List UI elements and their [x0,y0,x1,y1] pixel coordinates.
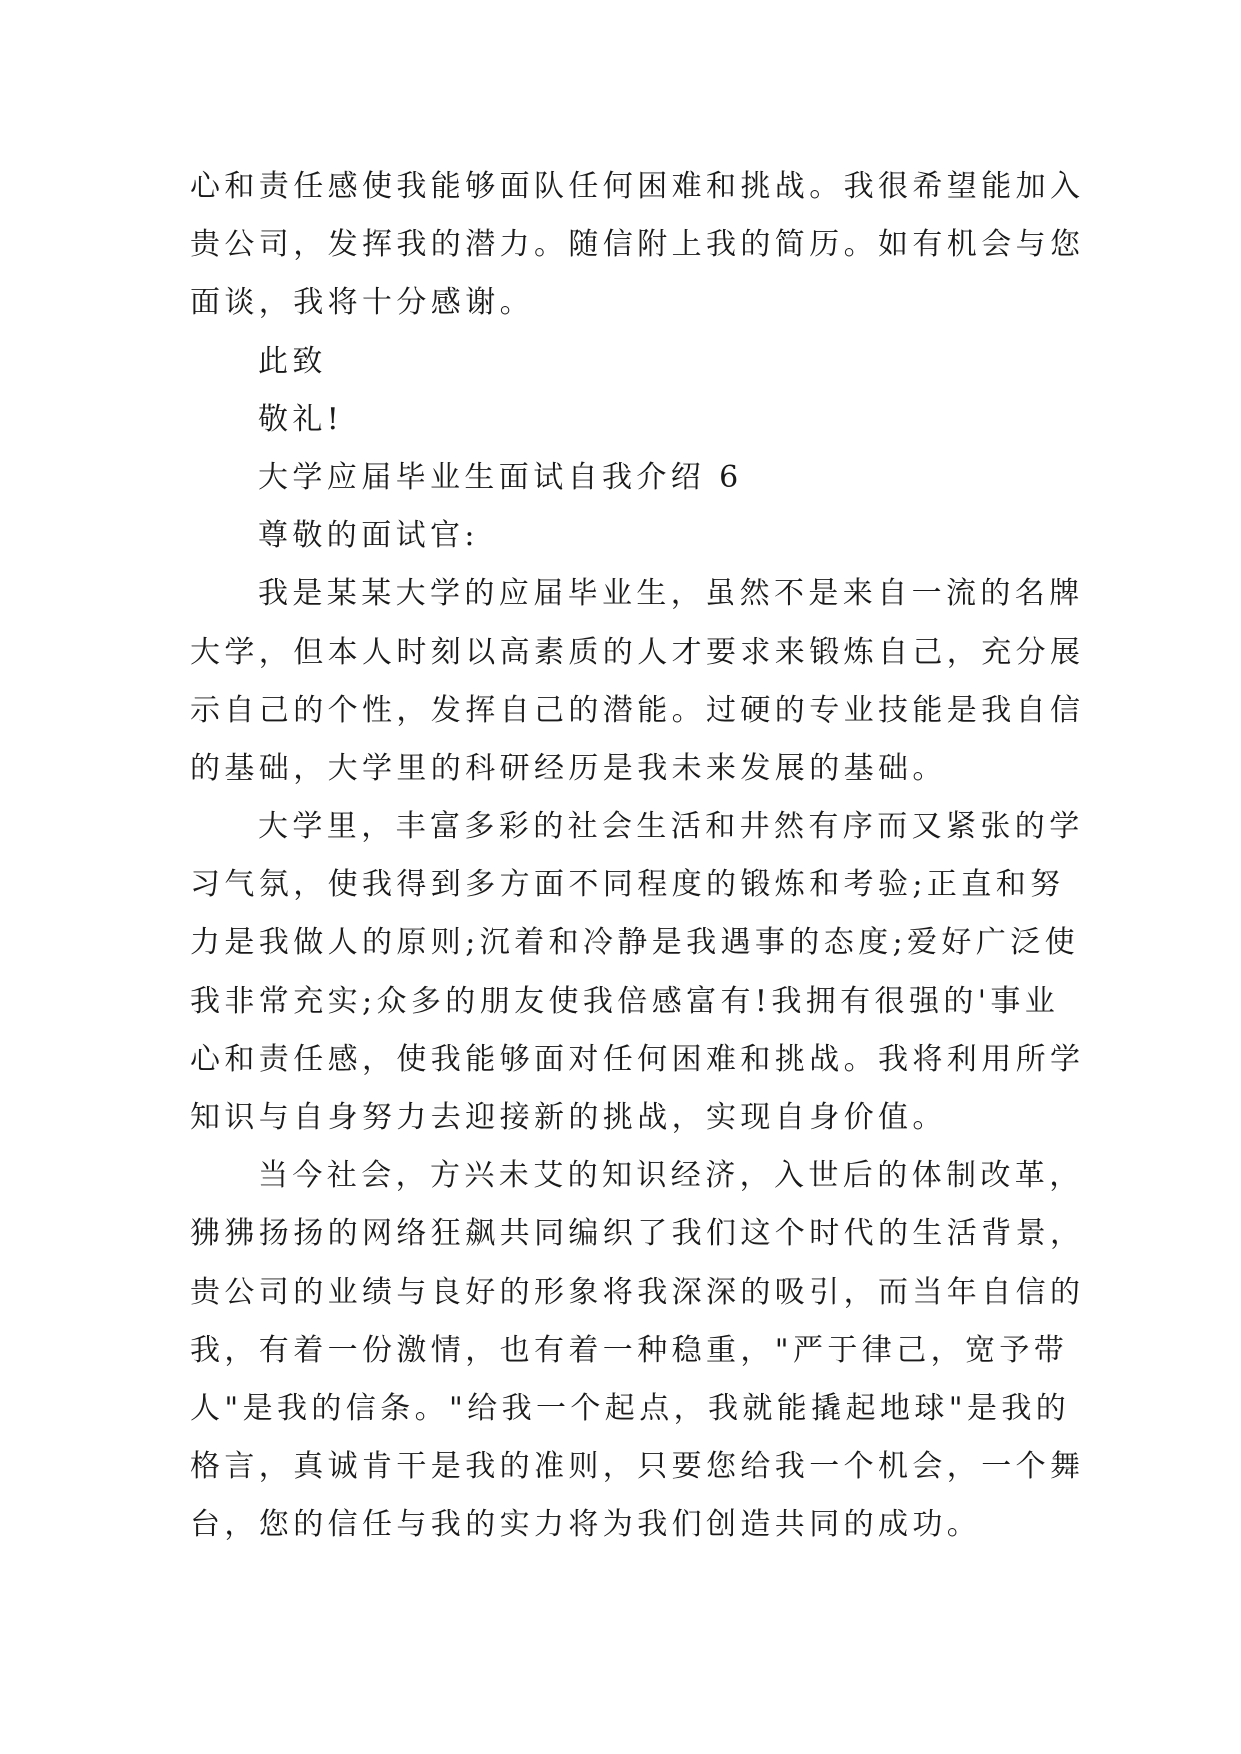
paragraph-line: 狒狒扬扬的网络狂飙共同编织了我们这个时代的生活背景， [190,1216,1085,1252]
salutation: 尊敬的面试官: [258,518,479,554]
paragraph-line: 大学里，丰富多彩的社会生活和井然有序而又紧张的学 [258,809,1084,845]
paragraph-line: 知识与自身努力去迎接新的挑战，实现自身价值。 [190,1100,947,1135]
paragraph-line: 我是某某大学的应届毕业生，虽然不是来自一流的名牌 [258,576,1084,612]
paragraph-line: 的基础，大学里的科研经历是我未来发展的基础。 [190,750,947,786]
paragraph-line: 台，您的信任与我的实力将为我们创造共同的成功。 [190,1507,982,1543]
paragraph-line: 贵公司的业绩与良好的形象将我深深的吸引，而当年自信的 [190,1274,1085,1310]
paragraph-line: 格言，真诚肯干是我的准则，只要您给我一个机会，一个舞 [190,1449,1085,1485]
paragraph-line: 我非常充实;众多的朋友使我倍感富有!我拥有很强的'事业 [190,983,1060,1019]
paragraph-line: 当今社会，方兴未艾的知识经济，入世后的体制改革， [258,1158,1084,1194]
paragraph-line: 力是我做人的原则;沉着和冷静是我遇事的态度;爱好广泛使 [190,925,1080,961]
intro-line: 心和责任感使我能够面队任何困难和挑战。我很希望能加入 [190,169,1085,204]
closing-line: 此致 [258,343,327,379]
paragraph-line: 习气氛，使我得到多方面不同程度的锻炼和考验;正直和努 [190,867,1065,903]
intro-line: 面谈，我将十分感谢。 [190,285,534,321]
closing-line: 敬礼! [258,401,344,437]
paragraph-line: 我，有着一份激情，也有着一种稳重，"严于律己，宽予带 [190,1332,1069,1368]
paragraph-line: 心和责任感，使我能够面对任何困难和挑战。我将利用所学 [190,1041,1085,1077]
section-title: 大学应届毕业生面试自我介绍 6 [258,459,743,495]
document-body [190,158,1085,1555]
paragraph-line: 示自己的个性，发挥自己的潜能。过硬的专业技能是我自信 [190,692,1085,728]
paragraph-line: 大学，但本人时刻以高素质的人才要求来锻炼自己，充分展 [190,634,1085,670]
intro-line: 贵公司，发挥我的潜力。随信附上我的简历。如有机会与您 [190,227,1085,263]
paragraph-line: 人"是我的信条。"给我一个起点，我就能撬起地球"是我的 [190,1390,1071,1426]
